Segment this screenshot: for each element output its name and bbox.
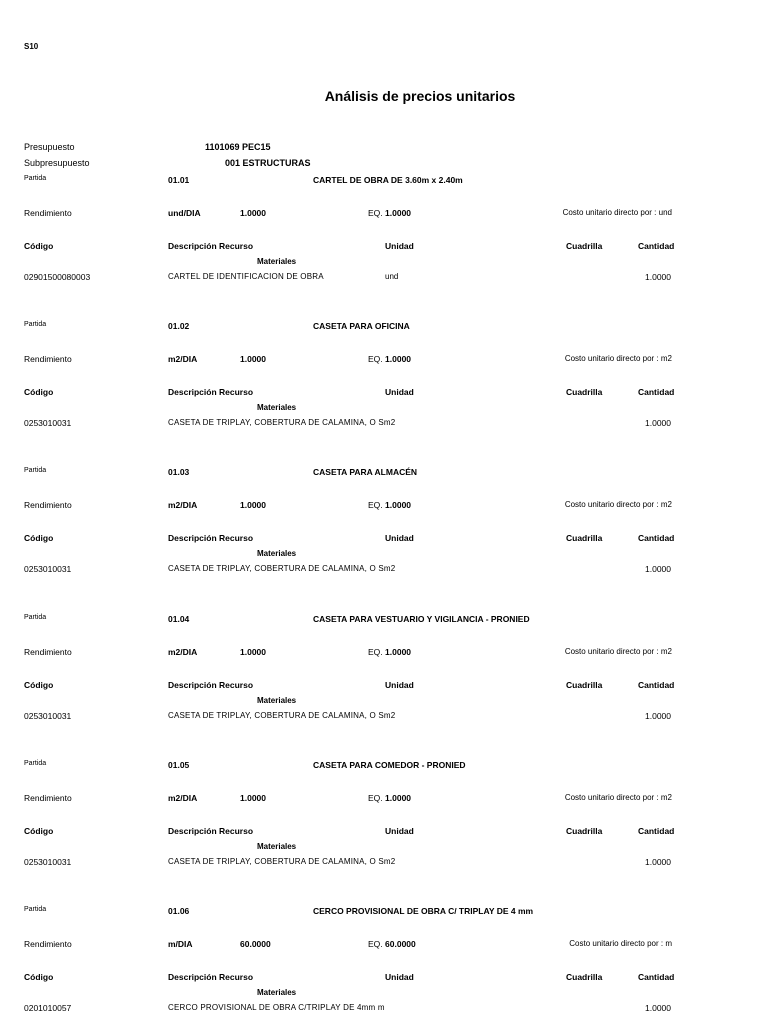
materiales-heading: Materiales — [257, 549, 297, 558]
partida-label: Partida — [24, 760, 47, 767]
subpresupuesto-value: 001 ESTRUCTURAS — [225, 158, 311, 168]
col-header-cantidad: Cantidad — [638, 826, 675, 836]
partida-section — [0, 175, 768, 295]
resource-cantidad: 1.0000 — [645, 711, 671, 721]
rendimiento-unit: m2/DIA — [168, 793, 198, 803]
col-header-cantidad: Cantidad — [638, 387, 675, 397]
col-header-unidad: Unidad — [385, 387, 414, 397]
partida-code: 01.02 — [168, 321, 190, 331]
resource-code: 0253010031 — [24, 564, 72, 574]
rendimiento-unit: und/DIA — [168, 208, 201, 218]
resource-description: CASETA DE TRIPLAY, COBERTURA DE CALAMINA, O Sm2 — [168, 711, 396, 720]
col-header-unidad: Unidad — [385, 972, 414, 982]
partida-label: Partida — [24, 614, 47, 621]
resource-code: 0253010031 — [24, 711, 72, 721]
col-header-cuadrilla: Cuadrilla — [566, 972, 603, 982]
col-header-codigo: Código — [24, 826, 54, 836]
partida-code: 01.01 — [168, 175, 190, 185]
costo-label: Costo unitario directo por : — [562, 208, 657, 217]
eq-label: EQ. — [368, 793, 383, 803]
col-header-descripcion: Descripción Recurso — [168, 972, 254, 982]
partida-name: CARTEL DE OBRA DE 3.60m x 2.40m — [313, 175, 463, 185]
partida-code: 01.05 — [168, 760, 190, 770]
rendimiento-value: 1.0000 — [240, 647, 266, 657]
rendimiento-label: Rendimiento — [24, 354, 72, 364]
page-title: Análisis de precios unitarios — [324, 88, 516, 104]
rendimiento-value: 1.0000 — [240, 208, 266, 218]
eq-value: 1.0000 — [385, 647, 412, 657]
col-header-cuadrilla: Cuadrilla — [566, 387, 603, 397]
resource-description: CASETA DE TRIPLAY, COBERTURA DE CALAMINA, O Sm2 — [168, 857, 396, 866]
report-code: S10 — [24, 42, 39, 51]
partida-label: Partida — [24, 175, 47, 182]
rendimiento-unit: m2/DIA — [168, 500, 198, 510]
rendimiento-value: 1.0000 — [240, 354, 266, 364]
col-header-cantidad: Cantidad — [638, 533, 675, 543]
eq-label: EQ. — [368, 647, 383, 657]
col-header-codigo: Código — [24, 972, 54, 982]
col-header-codigo: Código — [24, 241, 54, 251]
costo-unit: und — [658, 208, 672, 217]
costo-label: Costo unitario directo por : — [564, 354, 659, 363]
col-header-unidad: Unidad — [385, 680, 414, 690]
costo-unitario — [565, 500, 672, 509]
rendimiento-unit: m/DIA — [168, 939, 193, 949]
col-header-unidad: Unidad — [385, 533, 414, 543]
resource-cantidad: 1.0000 — [645, 857, 671, 867]
costo-unit: m2 — [660, 500, 672, 509]
partida-code: 01.04 — [168, 614, 190, 624]
partida-name: CASETA PARA OFICINA — [313, 321, 410, 331]
col-header-cuadrilla: Cuadrilla — [566, 533, 603, 543]
eq-value: 1.0000 — [385, 500, 412, 510]
eq-label-value — [368, 793, 411, 803]
subpresupuesto-label: Subpresupuesto — [24, 158, 90, 168]
col-header-descripcion: Descripción Recurso — [168, 680, 254, 690]
eq-label: EQ. — [368, 208, 383, 218]
partida-name: CASETA PARA ALMACÉN — [313, 467, 418, 477]
partida-section — [0, 321, 768, 441]
rendimiento-value: 60.0000 — [240, 939, 271, 949]
costo-label: Costo unitario directo por : — [564, 647, 659, 656]
costo-unitario — [569, 939, 672, 948]
partida-label: Partida — [24, 321, 47, 328]
presupuesto-value: 1101069 PEC15 — [205, 142, 271, 152]
eq-value: 1.0000 — [385, 354, 412, 364]
eq-label: EQ. — [368, 939, 383, 949]
resource-code: 0253010031 — [24, 857, 72, 867]
partida-section — [0, 760, 768, 880]
costo-unitario — [565, 647, 672, 656]
rendimiento-unit: m2/DIA — [168, 647, 198, 657]
col-header-codigo: Código — [24, 533, 54, 543]
col-header-codigo: Código — [24, 680, 54, 690]
costo-unit: m2 — [660, 354, 672, 363]
resource-cantidad: 1.0000 — [645, 418, 671, 428]
rendimiento-label: Rendimiento — [24, 647, 72, 657]
resource-description: CERCO PROVISIONAL DE OBRA C/TRIPLAY DE 4mm m — [168, 1003, 385, 1012]
resource-unit: und — [385, 272, 399, 281]
costo-unit: m2 — [660, 793, 672, 802]
materiales-heading: Materiales — [257, 842, 297, 851]
partida-name: CASETA PARA VESTUARIO Y VIGILANCIA - PRONIED — [313, 614, 530, 624]
col-header-cantidad: Cantidad — [638, 680, 675, 690]
rendimiento-unit: m2/DIA — [168, 354, 198, 364]
rendimiento-label: Rendimiento — [24, 208, 72, 218]
partida-label: Partida — [24, 467, 47, 474]
resource-code: 0253010031 — [24, 418, 72, 428]
costo-label: Costo unitario directo por : — [564, 793, 659, 802]
col-header-cantidad: Cantidad — [638, 972, 675, 982]
costo-label: Costo unitario directo por : — [569, 939, 664, 948]
col-header-descripcion: Descripción Recurso — [168, 533, 254, 543]
col-header-cuadrilla: Cuadrilla — [566, 241, 603, 251]
eq-value: 1.0000 — [385, 793, 412, 803]
eq-value: 1.0000 — [385, 208, 412, 218]
materiales-heading: Materiales — [257, 257, 297, 266]
resource-cantidad: 1.0000 — [645, 564, 671, 574]
col-header-cuadrilla: Cuadrilla — [566, 826, 603, 836]
rendimiento-value: 1.0000 — [240, 500, 266, 510]
col-header-cantidad: Cantidad — [638, 241, 675, 251]
resource-code: 02901500080003 — [24, 272, 91, 282]
resource-cantidad: 1.0000 — [645, 272, 671, 282]
costo-unit: m — [665, 939, 672, 948]
col-header-codigo: Código — [24, 387, 54, 397]
partida-label: Partida — [24, 906, 47, 913]
eq-label-value — [368, 354, 411, 364]
partida-code: 01.03 — [168, 467, 190, 477]
col-header-descripcion: Descripción Recurso — [168, 387, 254, 397]
costo-label: Costo unitario directo por : — [564, 500, 659, 509]
costo-unitario — [565, 354, 672, 363]
presupuesto-label: Presupuesto — [24, 142, 75, 152]
partida-code: 01.06 — [168, 906, 190, 916]
eq-label: EQ. — [368, 354, 383, 364]
materiales-heading: Materiales — [257, 696, 297, 705]
materiales-heading: Materiales — [257, 403, 297, 412]
resource-description: CARTEL DE IDENTIFICACION DE OBRA — [168, 272, 324, 281]
costo-unit: m2 — [660, 647, 672, 656]
eq-label-value — [368, 500, 411, 510]
col-header-descripcion: Descripción Recurso — [168, 826, 254, 836]
resource-code: 0201010057 — [24, 1003, 72, 1013]
partida-name: CERCO PROVISIONAL DE OBRA C/ TRIPLAY DE 4 mm — [313, 906, 534, 916]
costo-unitario — [563, 208, 672, 217]
rendimiento-label: Rendimiento — [24, 793, 72, 803]
eq-label-value — [368, 939, 416, 949]
resource-description: CASETA DE TRIPLAY, COBERTURA DE CALAMINA, O Sm2 — [168, 418, 396, 427]
partida-section — [0, 906, 768, 1026]
costo-unitario — [565, 793, 672, 802]
resource-cantidad: 1.0000 — [645, 1003, 671, 1013]
rendimiento-label: Rendimiento — [24, 939, 72, 949]
col-header-cuadrilla: Cuadrilla — [566, 680, 603, 690]
eq-label-value — [368, 208, 411, 218]
rendimiento-value: 1.0000 — [240, 793, 266, 803]
materiales-heading: Materiales — [257, 988, 297, 997]
col-header-unidad: Unidad — [385, 826, 414, 836]
partida-section — [0, 467, 768, 587]
rendimiento-label: Rendimiento — [24, 500, 72, 510]
col-header-unidad: Unidad — [385, 241, 414, 251]
partida-section — [0, 614, 768, 734]
eq-value: 60.0000 — [385, 939, 416, 949]
eq-label: EQ. — [368, 500, 383, 510]
partida-name: CASETA PARA COMEDOR - PRONIED — [313, 760, 466, 770]
resource-description: CASETA DE TRIPLAY, COBERTURA DE CALAMINA, O Sm2 — [168, 564, 396, 573]
eq-label-value — [368, 647, 411, 657]
col-header-descripcion: Descripción Recurso — [168, 241, 254, 251]
